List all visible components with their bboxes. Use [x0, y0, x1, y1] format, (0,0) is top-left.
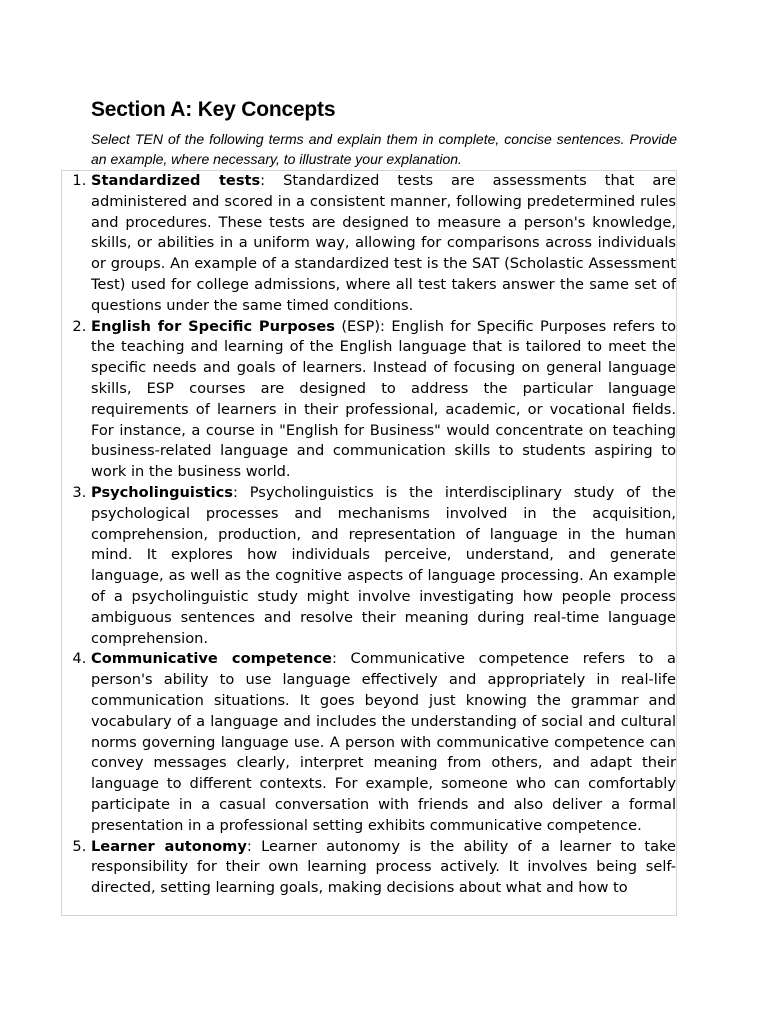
terms-list: [62, 171, 676, 899]
list-item: [91, 483, 676, 649]
section-title: Section A: Key Concepts: [91, 98, 336, 121]
list-item: [91, 171, 676, 317]
list-item: [91, 837, 676, 899]
term-name: Learner autonomy: [91, 837, 247, 855]
terms-list-container: [61, 170, 677, 916]
term-explanation: (ESP): English for Specific Purposes refers to the teaching and learning of the English language that is tailored to meet the specific needs and goals of learners. Instead of focusing on general language skills, ESP courses are designed to address the particular language requirements of learners in their professional, academic, or vocational fields. For instance, a course in "English for Business" would concentrate on teaching business-related language and communication skills to students aspiring to work in the business world.: [91, 317, 677, 481]
term-name: Communicative competence: [91, 650, 332, 668]
term-explanation: : Standardized tests are assessments that are administered and scored in a consistent manner, following predetermined rules and procedures. These tests are designed to measure a person's knowledge, skills, or abilities in a uniform way, allowing for comparisons across individuals or groups. An example of a standardized test is the SAT (Scholastic Assessment Test) used for college admissions, where all test takers answer the same set of questions under the same timed conditions.: [91, 172, 676, 314]
term-explanation: : Learner autonomy is the ability of a learner to take responsibility for their own learning process actively. It involves being self-directed, setting learning goals, making decisions about what and how to: [91, 837, 677, 897]
term-name: Psycholinguistics: [91, 483, 233, 501]
term-name: English for Specific Purposes: [91, 317, 335, 335]
term-name: Standardized tests: [91, 172, 261, 189]
list-item: [91, 317, 676, 483]
list-item: [91, 649, 676, 836]
section-instructions: Select TEN of the following terms and explain them in complete, concise sentences. Provide an example, where necessary, to illustrate your explanation.: [91, 131, 677, 167]
term-explanation: : Psycholinguistics is the interdisciplinary study of the psychological processes and mechanisms involved in the acquisition, comprehension, production, and representation of language in the human mind. It explores how individuals perceive, understand, and generate language, as well as the cognitive aspects of language processing. An example of a psycholinguistic study might involve investigating how people process ambiguous sentences and resolve their meaning during real-time language comprehension.: [91, 483, 676, 647]
term-explanation: : Communicative competence refers to a person's ability to use language effectively and appropriately in real-life communication situations. It goes beyond just knowing the grammar and vocabulary of a language and includes the understanding of social and cultural norms governing language use. A person with communicative competence can convey messages clearly, interpret meaning from others, and adapt their language to different contexts. For example, someone who can comfortably participate in a casual conversation with friends and also deliver a formal presentation in a professional setting exhibits communicative competence.: [91, 650, 676, 834]
